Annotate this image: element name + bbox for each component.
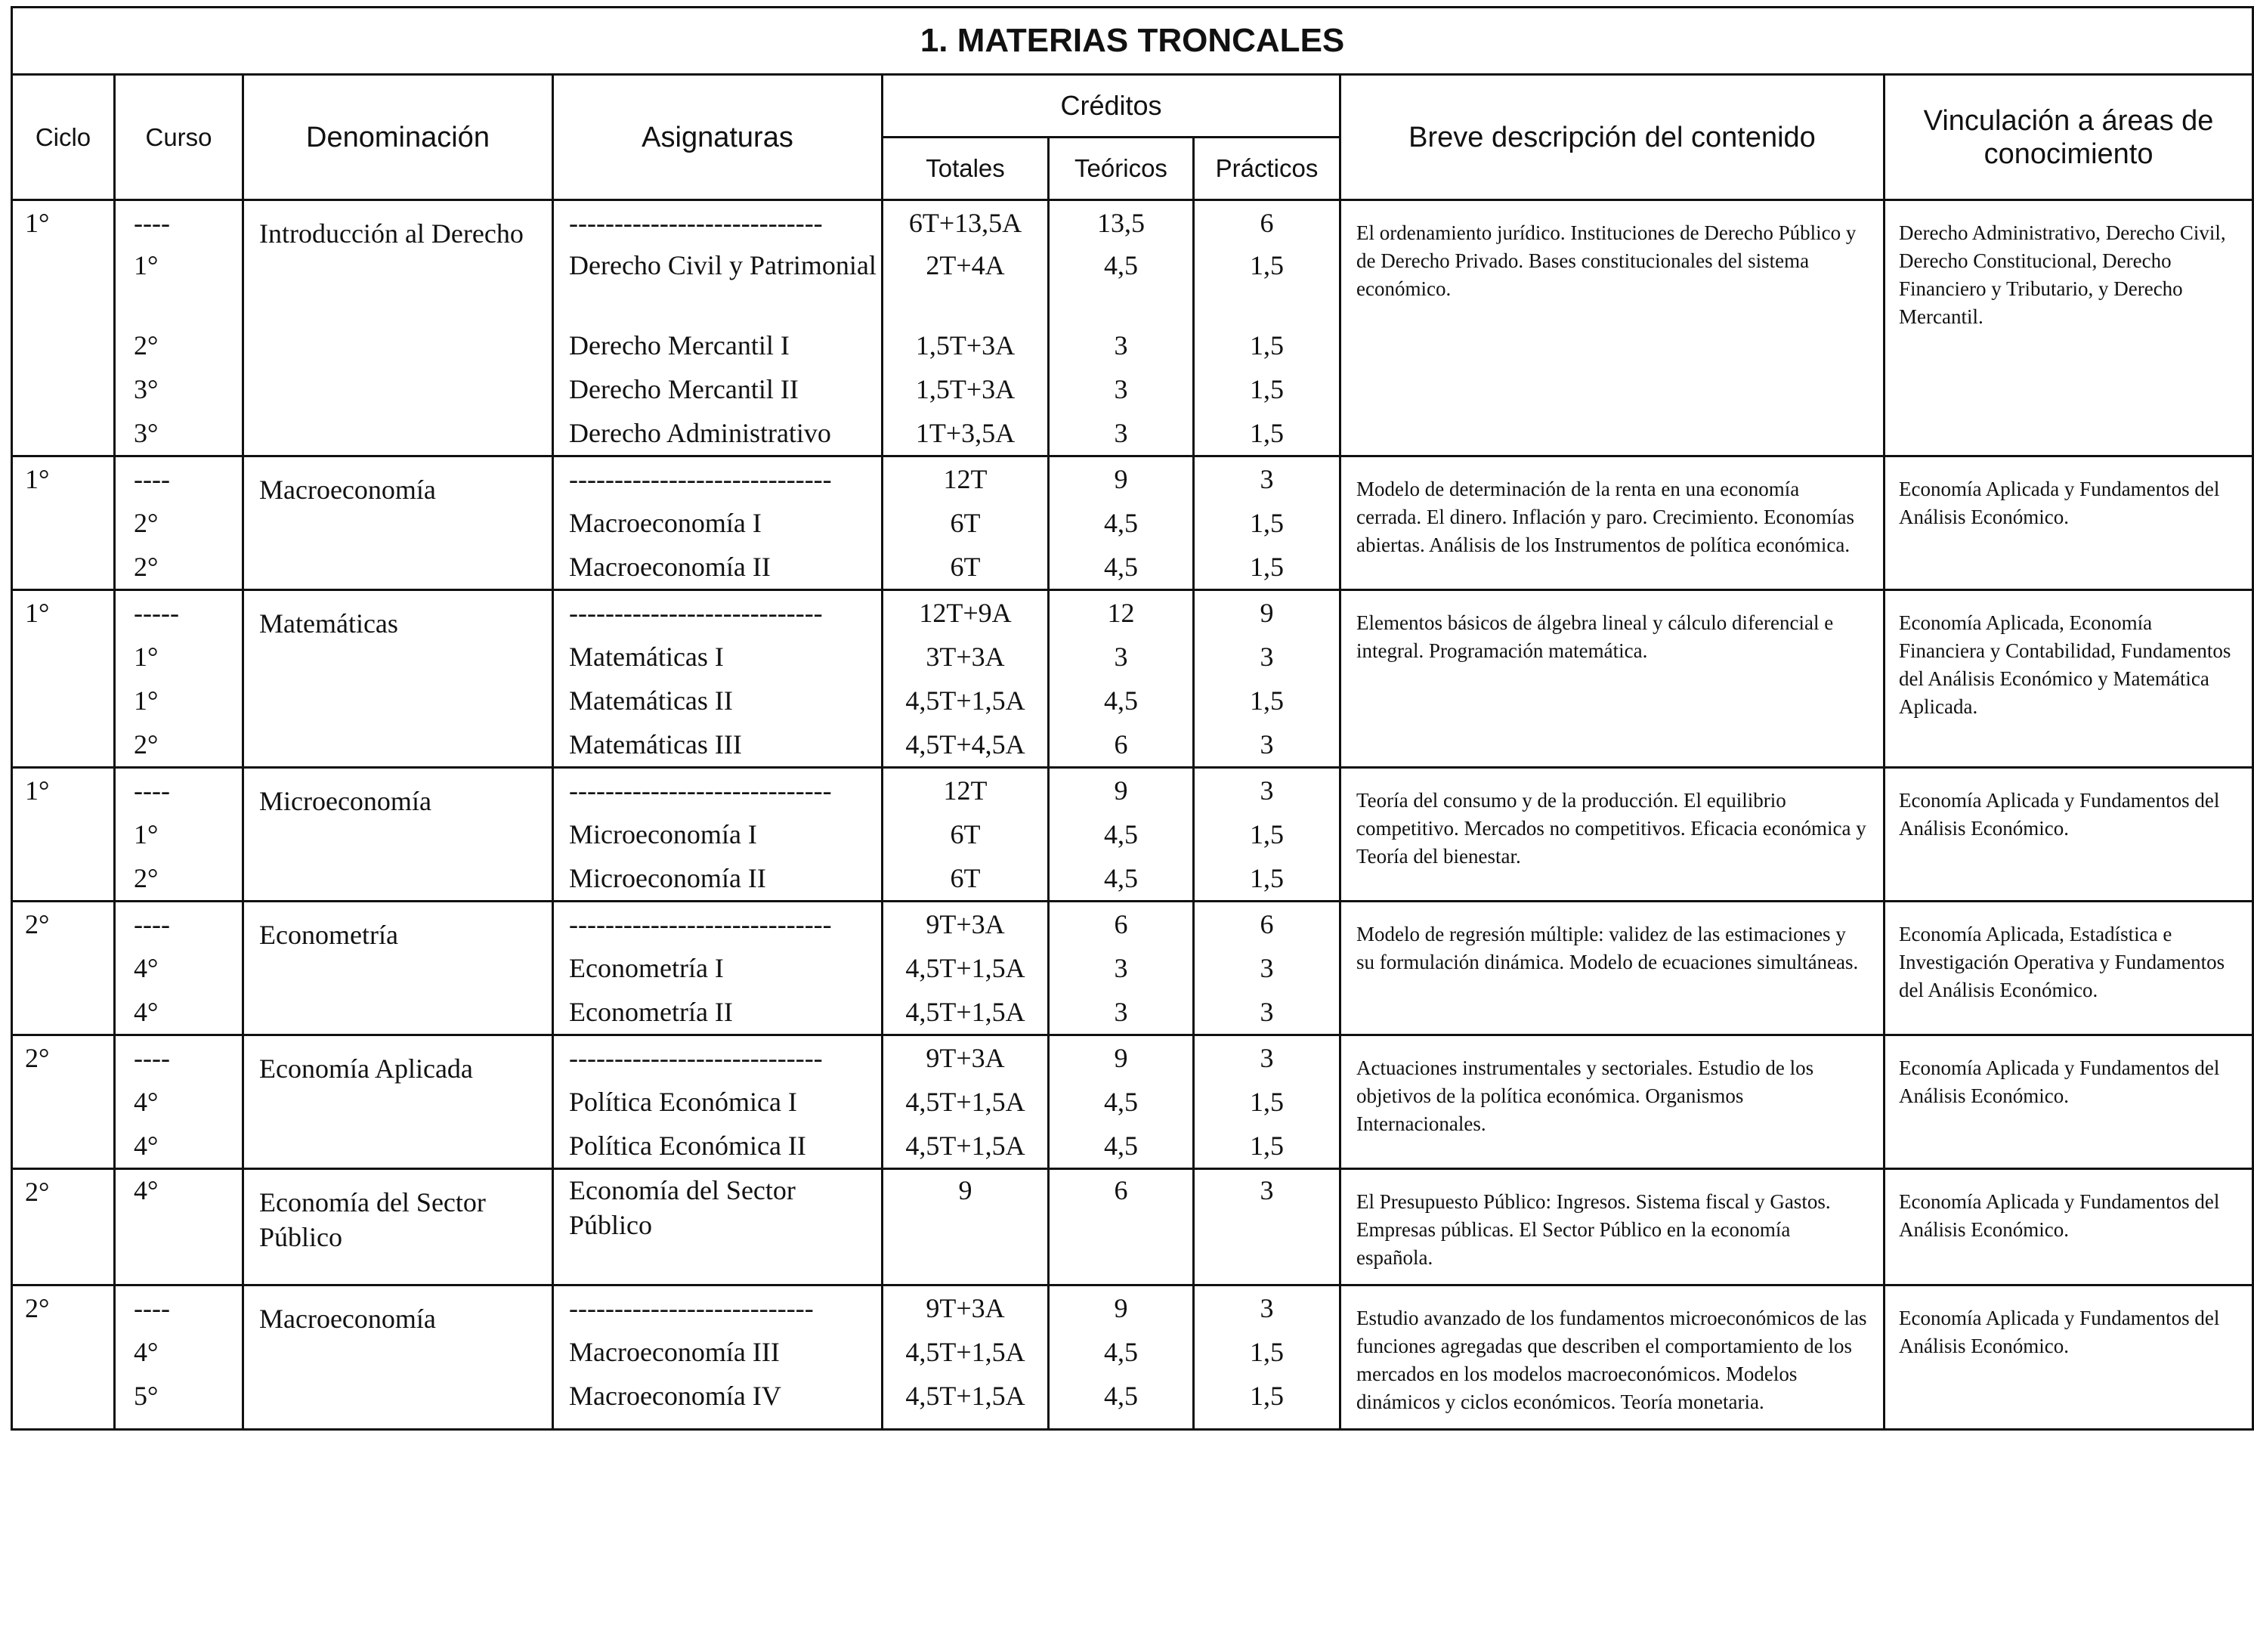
table-row: [12, 456, 2253, 590]
curso-value: ----: [134, 1043, 170, 1073]
asignatura-name: Derecho Mercantil I: [569, 330, 790, 360]
ciclo-cell: 2°: [12, 1285, 115, 1430]
descripcion-cell: Actuaciones instrumentales y sectoriales. Estudio de los objetivos de la política económica. Organismos Internacionales.: [1340, 1035, 1885, 1169]
creditos-teoricos: 4,5: [1104, 1381, 1138, 1411]
practicos-cell: [1194, 1285, 1340, 1430]
totales-cell: [883, 768, 1049, 902]
creditos-teoricos: 4,5: [1104, 819, 1138, 849]
vinculacion-cell: Derecho Administrativo, Derecho Civil, Derecho Constitucional, Derecho Financiero y Tributario, y Derecho Mercantil.: [1885, 200, 2253, 456]
creditos-practicos: 3: [1260, 1175, 1274, 1205]
creditos-teoricos: 4,5: [1104, 508, 1138, 538]
creditos-totales: 4,5T+4,5A: [905, 729, 1025, 759]
totales-cell: [883, 456, 1049, 590]
creditos-totales: 1,5T+3A: [915, 374, 1016, 404]
totales-cell: [883, 1285, 1049, 1430]
table-row: [12, 902, 2253, 1035]
asignatura-name: Derecho Mercantil II: [569, 374, 799, 404]
totales-cell: [883, 1035, 1049, 1169]
practicos-cell: [1194, 1035, 1340, 1169]
curso-value: 1°: [134, 250, 159, 280]
asignatura-name: Econometría II: [569, 997, 733, 1027]
descripcion-cell: Teoría del consumo y de la producción. El equilibrio competitivo. Mercados no competitivos. Eficacia económica y Teoría del bienestar.: [1340, 768, 1885, 902]
creditos-practicos: 1,5: [1250, 250, 1284, 280]
creditos-totales: 2T+4A: [926, 250, 1005, 280]
creditos-practicos: 1,5: [1250, 374, 1284, 404]
creditos-practicos: 1,5: [1250, 1131, 1284, 1161]
creditos-practicos: 9: [1260, 598, 1274, 628]
creditos-teoricos: 9: [1114, 775, 1128, 806]
totales-cell: [883, 1169, 1049, 1285]
creditos-totales: 3T+3A: [926, 642, 1005, 672]
asignatura-name: Macroeconomía IV: [569, 1381, 781, 1411]
curso-value: ----: [134, 208, 170, 238]
creditos-totales: 4,5T+1,5A: [905, 1087, 1025, 1117]
creditos-totales: 6T+13,5A: [908, 208, 1022, 238]
asignatura-name: Derecho Administrativo: [569, 418, 831, 448]
table-row: [12, 1035, 2253, 1169]
creditos-teoricos: 3: [1114, 418, 1128, 448]
vinculacion-cell: Economía Aplicada y Fundamentos del Análisis Económico.: [1885, 1169, 2253, 1285]
creditos-practicos: 3: [1260, 729, 1274, 759]
table-row: [12, 1285, 2253, 1430]
asignatura-name: Macroeconomía III: [569, 1337, 780, 1367]
teoricos-cell: [1049, 200, 1194, 456]
asignatura-name: Matemáticas II: [569, 685, 733, 716]
asignaturas-cell: [553, 902, 883, 1035]
teoricos-cell: [1049, 902, 1194, 1035]
asignatura-name: ----------------------------: [569, 208, 823, 238]
practicos-cell: [1194, 1169, 1340, 1285]
materias-troncales-sheet: [11, 6, 2252, 1431]
curso-value: 3°: [134, 374, 159, 404]
creditos-practicos: 1,5: [1250, 330, 1284, 360]
totales-cell: [883, 200, 1049, 456]
asignatura-name: -----------------------------: [569, 464, 832, 494]
descripcion-cell: Modelo de regresión múltiple: validez de las estimaciones y su formulación dinámica. Modelo de ecuaciones simultáneas.: [1340, 902, 1885, 1035]
creditos-teoricos: 3: [1114, 953, 1128, 983]
teoricos-cell: [1049, 1035, 1194, 1169]
curso-value: 2°: [134, 863, 159, 893]
creditos-practicos: 1,5: [1250, 508, 1284, 538]
table-title: 1. MATERIAS TRONCALES: [12, 8, 2253, 75]
totales-cell: [883, 902, 1049, 1035]
creditos-totales: 9T+3A: [926, 909, 1005, 939]
asignaturas-cell: [553, 590, 883, 768]
creditos-practicos: 3: [1260, 953, 1274, 983]
creditos-totales: 4,5T+1,5A: [905, 953, 1025, 983]
teoricos-cell: [1049, 590, 1194, 768]
asignatura-name: Microeconomía II: [569, 863, 766, 893]
table-row: [12, 200, 2253, 456]
denominacion-cell: Economía del Sector Público: [243, 1169, 553, 1285]
curso-cell: [115, 456, 243, 590]
creditos-teoricos: 4,5: [1104, 1131, 1138, 1161]
curso-cell: [115, 902, 243, 1035]
creditos-teoricos: 9: [1114, 464, 1128, 494]
asignatura-name: ---------------------------: [569, 1293, 814, 1323]
curso-value: 2°: [134, 552, 159, 582]
creditos-totales: 4,5T+1,5A: [905, 685, 1025, 716]
ciclo-cell: 1°: [12, 456, 115, 590]
materias-table: [11, 6, 2254, 1431]
curso-cell: [115, 1285, 243, 1430]
descripcion-cell: Estudio avanzado de los fundamentos microeconómicos de las funciones agregadas que describen el comportamiento de los mercados en los modelos macroeconómicos. Modelos dinámicos y ciclos económicos. Teoría monetaria.: [1340, 1285, 1885, 1430]
ciclo-cell: 2°: [12, 902, 115, 1035]
asignatura-name: Economía del Sector Público: [569, 1175, 796, 1240]
creditos-teoricos: 3: [1114, 374, 1128, 404]
creditos-totales: 6T: [950, 552, 981, 582]
header-creditos: Créditos: [883, 75, 1340, 138]
practicos-cell: [1194, 456, 1340, 590]
curso-value: ----: [134, 1293, 170, 1323]
ciclo-cell: 2°: [12, 1169, 115, 1285]
creditos-practicos: 1,5: [1250, 552, 1284, 582]
asignatura-name: Derecho Civil y Patrimonial: [569, 250, 877, 280]
creditos-teoricos: 4,5: [1104, 1337, 1138, 1367]
table-row: [12, 590, 2253, 768]
header-teoricos: Teóricos: [1049, 138, 1194, 200]
creditos-totales: 4,5T+1,5A: [905, 997, 1025, 1027]
creditos-practicos: 6: [1260, 208, 1274, 238]
denominacion-cell: Introducción al Derecho: [243, 200, 553, 456]
curso-value: ----: [134, 464, 170, 494]
creditos-practicos: 1,5: [1250, 685, 1284, 716]
curso-value: 2°: [134, 508, 159, 538]
creditos-teoricos: 3: [1114, 642, 1128, 672]
asignaturas-cell: [553, 768, 883, 902]
creditos-practicos: 3: [1260, 642, 1274, 672]
asignatura-name: -----------------------------: [569, 909, 832, 939]
denominacion-cell: Matemáticas: [243, 590, 553, 768]
curso-value: 2°: [134, 729, 159, 759]
creditos-practicos: 1,5: [1250, 819, 1284, 849]
creditos-teoricos: 9: [1114, 1293, 1128, 1323]
descripcion-cell: El ordenamiento jurídico. Instituciones de Derecho Público y de Derecho Privado. Bases constitucionales del sistema económico.: [1340, 200, 1885, 456]
curso-cell: [115, 1169, 243, 1285]
curso-value: 1°: [134, 685, 159, 716]
curso-cell: [115, 768, 243, 902]
creditos-practicos: 1,5: [1250, 1087, 1284, 1117]
curso-value: 4°: [134, 1087, 159, 1117]
practicos-cell: [1194, 902, 1340, 1035]
ciclo-cell: 2°: [12, 1035, 115, 1169]
table-row: [12, 1169, 2253, 1285]
totales-cell: [883, 590, 1049, 768]
creditos-totales: 4,5T+1,5A: [905, 1337, 1025, 1367]
creditos-totales: 12T+9A: [919, 598, 1012, 628]
asignaturas-cell: [553, 200, 883, 456]
curso-value: ----: [134, 775, 170, 806]
asignatura-name: Microeconomía I: [569, 819, 757, 849]
descripcion-cell: Modelo de determinación de la renta en una economía cerrada. El dinero. Inflación y paro. Crecimiento. Economías abiertas. Análisis de los Instrumentos de política económica.: [1340, 456, 1885, 590]
curso-value: -----: [134, 598, 179, 628]
table-body: [12, 200, 2253, 1430]
asignatura-name: -----------------------------: [569, 775, 832, 806]
header-denominacion: Denominación: [243, 75, 553, 200]
asignatura-name: ----------------------------: [569, 598, 823, 628]
creditos-teoricos: 3: [1114, 330, 1128, 360]
creditos-teoricos: 4,5: [1104, 1087, 1138, 1117]
asignatura-name: Política Económica II: [569, 1131, 806, 1161]
creditos-practicos: 3: [1260, 1043, 1274, 1073]
descripcion-cell: El Presupuesto Público: Ingresos. Sistema fiscal y Gastos. Empresas públicas. El Sector Público en la economía española.: [1340, 1169, 1885, 1285]
creditos-totales: 9T+3A: [926, 1043, 1005, 1073]
curso-value: ----: [134, 909, 170, 939]
creditos-teoricos: 9: [1114, 1043, 1128, 1073]
header-practicos: Prácticos: [1194, 138, 1340, 200]
creditos-totales: 1T+3,5A: [915, 418, 1016, 448]
creditos-totales: 1,5T+3A: [915, 330, 1016, 360]
vinculacion-cell: Economía Aplicada y Fundamentos del Análisis Económico.: [1885, 456, 2253, 590]
descripcion-cell: Elementos básicos de álgebra lineal y cálculo diferencial e integral. Programación matemática.: [1340, 590, 1885, 768]
curso-value: 4°: [134, 1337, 159, 1367]
creditos-practicos: 1,5: [1250, 1381, 1284, 1411]
header-descripcion: Breve descripción del contenido: [1340, 75, 1885, 200]
vinculacion-cell: Economía Aplicada y Fundamentos del Análisis Económico.: [1885, 1285, 2253, 1430]
creditos-totales: 9: [958, 1175, 972, 1205]
asignatura-name: Econometría I: [569, 953, 724, 983]
curso-value: 4°: [134, 1131, 159, 1161]
asignatura-name: ----------------------------: [569, 1043, 823, 1073]
vinculacion-cell: Economía Aplicada, Estadística e Investigación Operativa y Fundamentos del Análisis Económico.: [1885, 902, 2253, 1035]
table-row: [12, 768, 2253, 902]
creditos-teoricos: 4,5: [1104, 685, 1138, 716]
asignaturas-cell: [553, 456, 883, 590]
asignatura-name: Macroeconomía II: [569, 552, 771, 582]
teoricos-cell: [1049, 1285, 1194, 1430]
asignatura-name: Política Económica I: [569, 1087, 797, 1117]
teoricos-cell: [1049, 456, 1194, 590]
curso-value: 1°: [134, 819, 159, 849]
creditos-teoricos: 4,5: [1104, 552, 1138, 582]
creditos-teoricos: 13,5: [1097, 208, 1145, 238]
creditos-totales: 12T: [943, 775, 988, 806]
asignatura-name: Matemáticas I: [569, 642, 724, 672]
curso-value: 1°: [134, 642, 159, 672]
creditos-totales: 9T+3A: [926, 1293, 1005, 1323]
creditos-practicos: 3: [1260, 464, 1274, 494]
ciclo-cell: 1°: [12, 768, 115, 902]
header-asignaturas: Asignaturas: [553, 75, 883, 200]
creditos-teoricos: 6: [1114, 1175, 1128, 1205]
curso-value: 4°: [134, 953, 159, 983]
creditos-practicos: 1,5: [1250, 418, 1284, 448]
curso-cell: [115, 590, 243, 768]
creditos-teoricos: 6: [1114, 909, 1128, 939]
header-vinculacion: Vinculación a áreas de conocimiento: [1885, 75, 2253, 200]
creditos-practicos: 1,5: [1250, 863, 1284, 893]
teoricos-cell: [1049, 1169, 1194, 1285]
creditos-teoricos: 4,5: [1104, 250, 1138, 280]
creditos-practicos: 6: [1260, 909, 1274, 939]
vinculacion-cell: Economía Aplicada, Economía Financiera y Contabilidad, Fundamentos del Análisis Económico y Matemática Aplicada.: [1885, 590, 2253, 768]
practicos-cell: [1194, 590, 1340, 768]
denominacion-cell: Economía Aplicada: [243, 1035, 553, 1169]
denominacion-cell: Microeconomía: [243, 768, 553, 902]
creditos-totales: 6T: [950, 508, 981, 538]
creditos-totales: 4,5T+1,5A: [905, 1131, 1025, 1161]
header-ciclo: Ciclo: [12, 75, 115, 200]
curso-cell: [115, 1035, 243, 1169]
creditos-totales: 6T: [950, 819, 981, 849]
curso-value: 5°: [134, 1381, 159, 1411]
curso-cell: [115, 200, 243, 456]
asignaturas-cell: [553, 1285, 883, 1430]
curso-value: 4°: [134, 1175, 159, 1205]
curso-value: 4°: [134, 997, 159, 1027]
creditos-practicos: 3: [1260, 775, 1274, 806]
denominacion-cell: Macroeconomía: [243, 456, 553, 590]
ciclo-cell: 1°: [12, 590, 115, 768]
creditos-teoricos: 6: [1114, 729, 1128, 759]
vinculacion-cell: Economía Aplicada y Fundamentos del Análisis Económico.: [1885, 768, 2253, 902]
curso-value: 2°: [134, 330, 159, 360]
creditos-practicos: 3: [1260, 997, 1274, 1027]
creditos-totales: 4,5T+1,5A: [905, 1381, 1025, 1411]
curso-value: 3°: [134, 418, 159, 448]
creditos-practicos: 3: [1260, 1293, 1274, 1323]
asignatura-name: Matemáticas III: [569, 729, 742, 759]
creditos-totales: 12T: [943, 464, 988, 494]
denominacion-cell: Econometría: [243, 902, 553, 1035]
vinculacion-cell: Economía Aplicada y Fundamentos del Análisis Económico.: [1885, 1035, 2253, 1169]
teoricos-cell: [1049, 768, 1194, 902]
practicos-cell: [1194, 200, 1340, 456]
creditos-teoricos: 3: [1114, 997, 1128, 1027]
creditos-totales: 6T: [950, 863, 981, 893]
asignatura-name: Macroeconomía I: [569, 508, 762, 538]
creditos-teoricos: 12: [1107, 598, 1135, 628]
asignaturas-cell: [553, 1169, 883, 1285]
practicos-cell: [1194, 768, 1340, 902]
creditos-teoricos: 4,5: [1104, 863, 1138, 893]
header-curso: Curso: [115, 75, 243, 200]
creditos-practicos: 1,5: [1250, 1337, 1284, 1367]
ciclo-cell: 1°: [12, 200, 115, 456]
denominacion-cell: Macroeconomía: [243, 1285, 553, 1430]
header-totales: Totales: [883, 138, 1049, 200]
asignaturas-cell: [553, 1035, 883, 1169]
